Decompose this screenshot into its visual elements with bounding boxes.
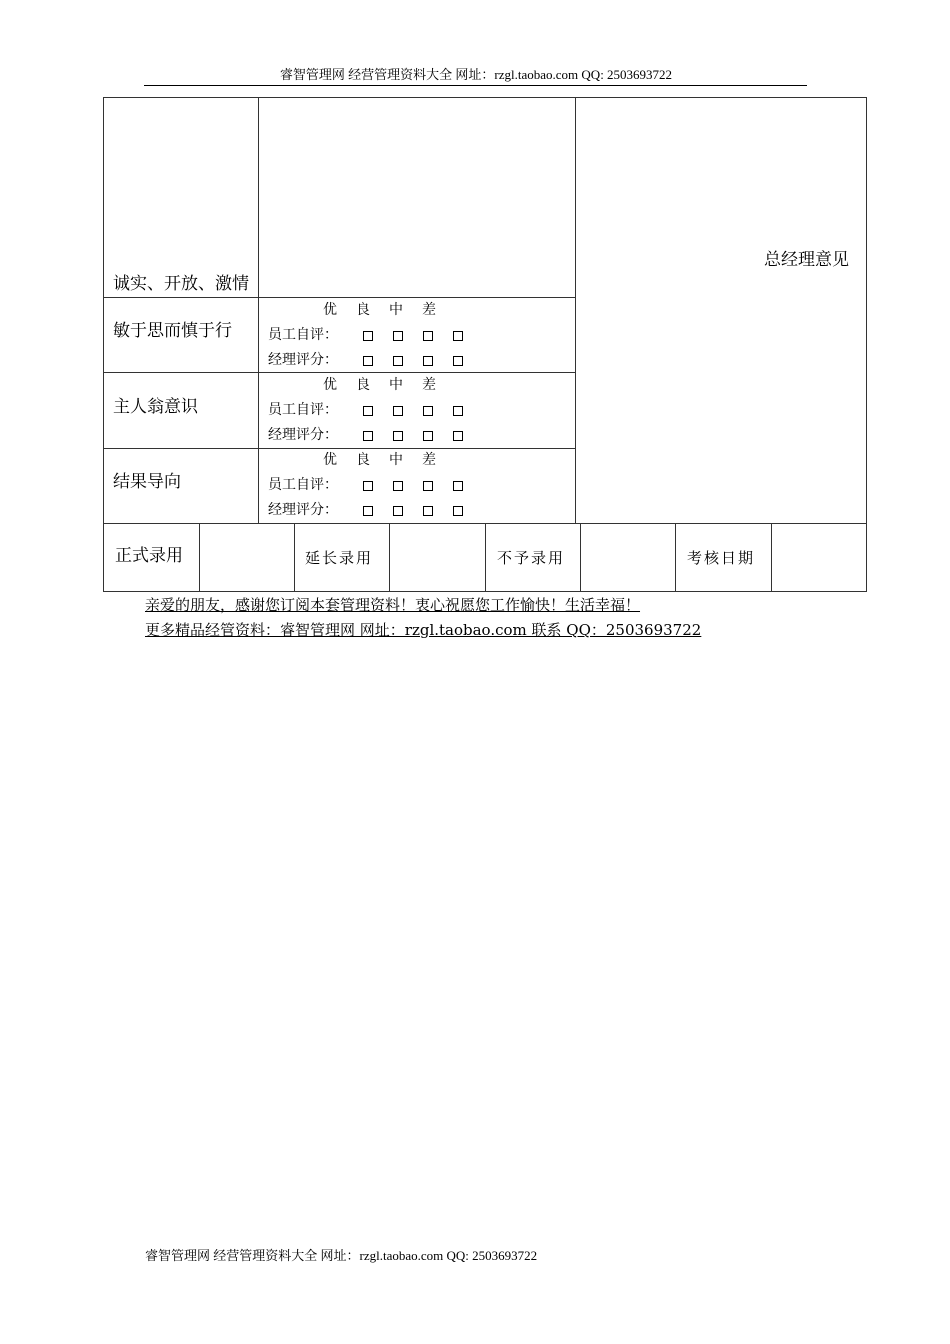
row-label-ownership: 主人翁意识: [113, 397, 198, 417]
checkbox[interactable]: [393, 506, 403, 516]
bottom-col-divider-6: [675, 523, 676, 591]
header-divider: [144, 85, 807, 86]
checkbox[interactable]: [393, 356, 403, 366]
rating-block-ownership: [268, 373, 483, 448]
table-border-left: [103, 97, 104, 591]
bottom-col-divider-7: [771, 523, 772, 591]
checkbox[interactable]: [393, 481, 403, 491]
manager-rating-label: 经理评分：: [268, 502, 338, 518]
row-label-thoughtful: 敏于思而慎于行: [113, 321, 232, 341]
bottom-col-divider-1: [199, 523, 200, 591]
checkbox[interactable]: [453, 331, 463, 341]
checkbox[interactable]: [363, 406, 373, 416]
manager-rating-label: 经理评分：: [268, 352, 338, 368]
self-rating-row: [268, 398, 483, 423]
bottom-col-divider-2: [294, 523, 295, 591]
checkbox[interactable]: [393, 406, 403, 416]
thank-you-note: 亲爱的朋友，感谢您订阅本套管理资料！衷心祝愿您工作愉快！生活幸福！: [145, 596, 641, 614]
checkbox[interactable]: [363, 356, 373, 366]
bottom-col-divider-5: [580, 523, 581, 591]
page-header: 睿智管理网 经营管理资料大全 网址：rzgl.taobao.com QQ: 2503693722: [279, 67, 673, 82]
self-rating-label: 员工自评：: [268, 327, 338, 343]
rating-block-results: [268, 448, 483, 523]
manager-rating-row: [268, 498, 483, 523]
grade-good: 良: [356, 302, 370, 318]
checkbox[interactable]: [423, 406, 433, 416]
formal-hire-label: 正式录用: [115, 546, 183, 566]
manager-rating-row: [268, 423, 483, 448]
grade-excellent: 优: [323, 452, 337, 468]
grade-header: [268, 448, 483, 473]
bottom-col-divider-3: [389, 523, 390, 591]
self-rating-label: 员工自评：: [268, 477, 338, 493]
checkbox[interactable]: [453, 406, 463, 416]
grade-excellent: 优: [323, 302, 337, 318]
checkbox[interactable]: [423, 506, 433, 516]
grade-header: [268, 298, 483, 323]
manager-rating-label: 经理评分：: [268, 427, 338, 443]
checkbox[interactable]: [393, 331, 403, 341]
checkbox[interactable]: [453, 356, 463, 366]
checkbox[interactable]: [393, 431, 403, 441]
reject-hire-label: 不予录用: [497, 549, 566, 567]
table-border-top: [103, 97, 867, 98]
checkbox[interactable]: [363, 431, 373, 441]
self-rating-row: [268, 473, 483, 498]
grade-average: 中: [389, 452, 403, 468]
rating-block-thoughtful: [268, 298, 483, 373]
bottom-col-divider-4: [485, 523, 486, 591]
table-border-bottom: [103, 591, 867, 592]
grade-average: 中: [389, 302, 403, 318]
checkbox[interactable]: [363, 481, 373, 491]
table-col-divider-1: [258, 97, 259, 523]
review-date-label: 考核日期: [687, 549, 756, 567]
checkbox[interactable]: [453, 431, 463, 441]
checkbox[interactable]: [423, 356, 433, 366]
checkbox[interactable]: [363, 506, 373, 516]
gm-opinion-label: 总经理意见: [764, 250, 849, 270]
grade-poor: 差: [422, 302, 436, 318]
checkbox[interactable]: [453, 481, 463, 491]
manager-rating-row: [268, 348, 483, 373]
table-border-right: [866, 97, 867, 591]
checkbox[interactable]: [423, 431, 433, 441]
extend-hire-label: 延长录用: [305, 549, 374, 567]
checkbox[interactable]: [363, 331, 373, 341]
grade-average: 中: [389, 377, 403, 393]
page-footer: 睿智管理网 经营管理资料大全 网址：rzgl.taobao.com QQ: 2503693722: [145, 1248, 538, 1263]
row-label-honesty: 诚实、开放、激情: [113, 274, 249, 294]
table-col-divider-2: [575, 97, 576, 523]
more-resources-note: 更多精品经管资料：睿智管理网 网址：rzgl.taobao.com 联系 QQ：2503693722: [145, 621, 702, 639]
grade-poor: 差: [422, 452, 436, 468]
grade-header: [268, 373, 483, 398]
grade-excellent: 优: [323, 377, 337, 393]
self-rating-label: 员工自评：: [268, 402, 338, 418]
row-label-results: 结果导向: [113, 472, 181, 492]
checkbox[interactable]: [453, 506, 463, 516]
checkbox[interactable]: [423, 481, 433, 491]
grade-good: 良: [356, 377, 370, 393]
grade-good: 良: [356, 452, 370, 468]
checkbox[interactable]: [423, 331, 433, 341]
grade-poor: 差: [422, 377, 436, 393]
self-rating-row: [268, 323, 483, 348]
